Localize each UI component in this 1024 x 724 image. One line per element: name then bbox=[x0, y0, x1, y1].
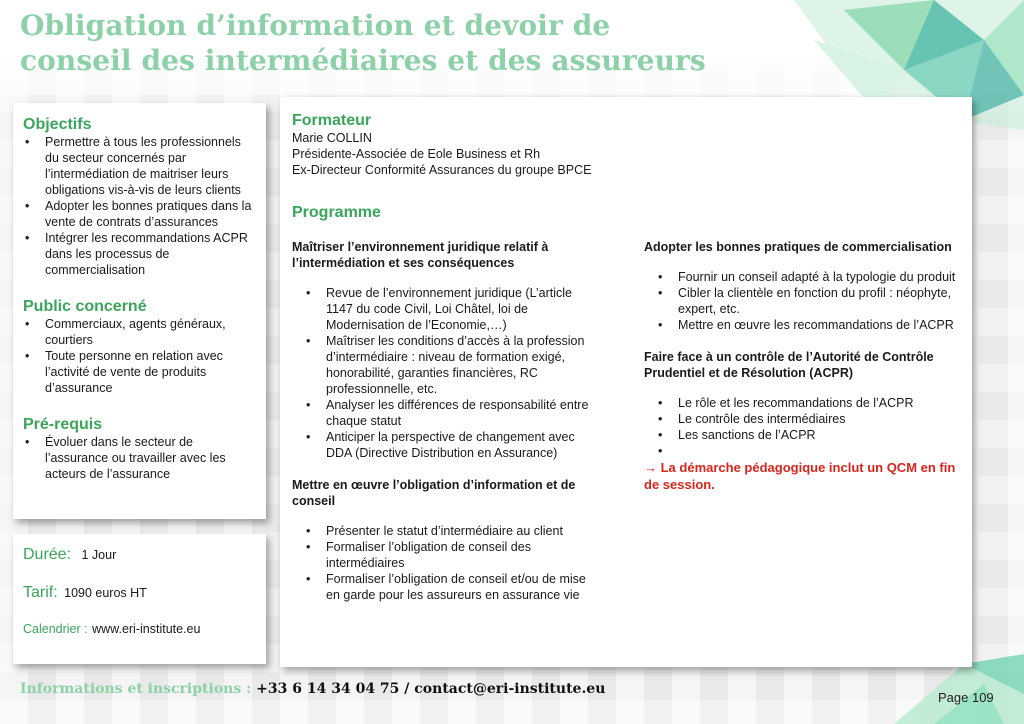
list-item: • Commerciaux, agents généraux, courtiers bbox=[23, 316, 256, 348]
prerequis-list bbox=[23, 434, 256, 482]
title-line-2: conseil des intermédiaires et des assureurs bbox=[20, 44, 706, 77]
footer-contact bbox=[20, 681, 605, 697]
qcm-note: → La démarche pédagogique inclut un QCM en fin de session. bbox=[644, 460, 956, 492]
public-list bbox=[23, 316, 256, 396]
tarif-row bbox=[23, 584, 256, 610]
programme-heading: Programme bbox=[292, 204, 381, 221]
list-item: • Cibler la clientèle en fonction du profil : néophyte, expert, etc. bbox=[644, 285, 956, 317]
booking-info-card bbox=[13, 534, 266, 664]
block-title: Maîtriser l’environnement juridique relatif à l’intermédiation et ses conséquences bbox=[292, 240, 549, 270]
list-item: • Adopter les bonnes pratiques dans la vente de contrats d’assurances bbox=[23, 198, 256, 230]
list-item: • Présenter le statut d’intermédiaire au client bbox=[292, 523, 600, 539]
duree-value: 1 Jour bbox=[81, 548, 117, 562]
footer-contact-details[interactable]: +33 6 14 34 04 75 / contact@eri-institute.eu bbox=[256, 681, 606, 697]
list-item: • Anticiper la perspective de changement avec DDA (Directive Distribution en Assurance) bbox=[292, 429, 600, 461]
tarif-value: 1090 euros HT bbox=[64, 586, 147, 600]
formateur-name: Marie COLLIN bbox=[292, 131, 372, 145]
block-list bbox=[644, 269, 956, 333]
duree-row bbox=[23, 546, 256, 572]
calendrier-row bbox=[23, 620, 256, 638]
objectifs-list bbox=[23, 134, 256, 278]
formateur-heading: Formateur bbox=[292, 112, 372, 129]
list-item bbox=[644, 443, 956, 459]
objectifs-heading: Objectifs bbox=[23, 116, 92, 133]
list-item: • Mettre en œuvre les recommandations de l’ACPR bbox=[644, 317, 956, 333]
list-item: • Fournir un conseil adapté à la typologie du produit bbox=[644, 269, 956, 285]
block-title: Faire face à un contrôle de l’Autorité de Contrôle Prudentiel et de Résolution (ACPR) bbox=[644, 350, 934, 380]
programme-column-2 bbox=[644, 239, 956, 493]
programme-column-1 bbox=[292, 239, 600, 603]
page-title bbox=[20, 8, 706, 78]
prerequis-section bbox=[23, 415, 256, 482]
calendrier-label: Calendrier : bbox=[23, 622, 88, 636]
list-item: • Maîtriser les conditions d’accès à la profession d’intermédiaire : niveau de formation exigé, honorabilité, garanties financières, RC professionnelle, etc. bbox=[292, 333, 600, 397]
public-heading: Public concerné bbox=[23, 298, 147, 315]
list-item: • Formaliser l’obligation de conseil et/ou de mise en garde pour les assureurs en assurance vie bbox=[292, 571, 600, 603]
list-item: • Toute personne en relation avec l’activité de vente de produits d’assurance bbox=[23, 348, 256, 396]
formateur-role-2: Ex-Directeur Conformité Assurances du groupe BPCE bbox=[292, 163, 592, 177]
duree-label: Durée: bbox=[23, 546, 72, 563]
objectifs-section bbox=[23, 115, 256, 278]
list-item: • Revue de l’environnement juridique (L’article 1147 du code Civil, Loi Châtel, loi de Modernisation de l’Economie,…) bbox=[292, 285, 600, 333]
list-item: • Permettre à tous les professionnels du secteur concernés par l’intermédiation de maitriser leurs obligations vis-à-vis de leurs clients bbox=[23, 134, 256, 198]
list-item: • Les sanctions de l’ACPR bbox=[644, 427, 956, 443]
calendrier-link[interactable]: www.eri-institute.eu bbox=[92, 622, 201, 636]
formateur-role-1: Présidente-Associée de Eole Business et Rh bbox=[292, 147, 541, 161]
programme-card bbox=[280, 97, 972, 667]
block-list bbox=[292, 523, 600, 603]
public-section bbox=[23, 297, 256, 396]
list-item: • Analyser les différences de responsabilité entre chaque statut bbox=[292, 397, 600, 429]
prerequis-heading: Pré-requis bbox=[23, 416, 103, 433]
left-info-card bbox=[13, 103, 266, 519]
title-line-1: Obligation d’information et devoir de bbox=[20, 9, 611, 42]
tarif-label: Tarif: bbox=[23, 584, 58, 601]
block-title: Mettre en œuvre l’obligation d’information et de conseil bbox=[292, 478, 576, 508]
list-item: • Le contrôle des intermédiaires bbox=[644, 411, 956, 427]
footer-label: Informations et inscriptions : bbox=[20, 681, 252, 697]
list-item: • Formaliser l’obligation de conseil des intermédiaires bbox=[292, 539, 600, 571]
block-title: Adopter les bonnes pratiques de commercialisation bbox=[644, 240, 952, 254]
formateur-section bbox=[292, 111, 712, 178]
programme-block bbox=[644, 349, 956, 459]
block-list bbox=[644, 395, 956, 459]
list-item: • Le rôle et les recommandations de l’ACPR bbox=[644, 395, 956, 411]
page-number: Page 109 bbox=[938, 690, 994, 705]
list-item: • Évoluer dans le secteur de l’assurance ou travailler avec les acteurs de l’assurance bbox=[23, 434, 256, 482]
programme-block bbox=[644, 239, 956, 333]
programme-block bbox=[292, 239, 600, 461]
block-list bbox=[292, 285, 600, 461]
programme-block bbox=[292, 477, 600, 603]
list-item: • Intégrer les recommandations ACPR dans les processus de commercialisation bbox=[23, 230, 256, 278]
